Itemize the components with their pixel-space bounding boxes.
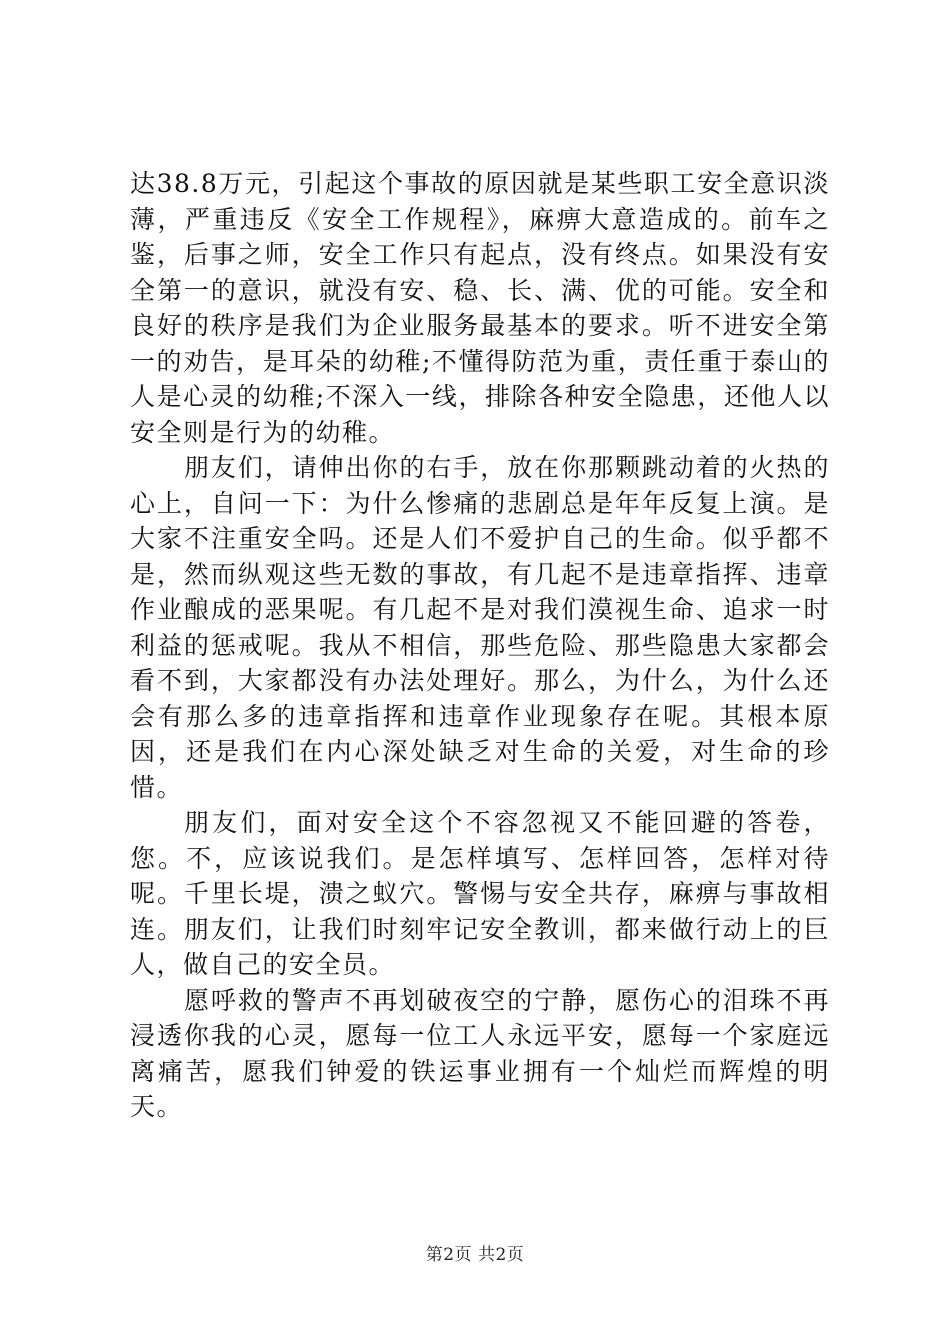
- paragraph: 朋友们，请伸出你的右手，放在你那颗跳动着的火热的心上，自问一下：为什么惨痛的悲剧总是年年反复上演。是大家不注重安全吗。还是人们不爱护自己的生命。似乎都不是，然而纵观这些无数的事故，有几起不是违章指挥、违章作业酿成的恶果呢。有几起不是对我们漠视生命、追求一时利益的惩戒呢。我从不相信，那些危险、那些隐患大家都会看不到，大家都没有办法处理好。那么，为什么，为什么还会有那么多的违章指挥和违章作业现象存在呢。其根本原因，还是我们在内心深处缺乏对生命的关爱，对生命的珍惜。: [130, 453, 830, 802]
- paragraph-continued: 达38.8万元，引起这个事故的原因就是某些职工安全意识淡薄，严重违反《安全工作规程》，麻痹大意造成的。前车之鉴，后事之师，安全工作只有起点，没有终点。如果没有安全第一的意识，就没有安、稳、长、满、优的可能。安全和良好的秩序是我们为企业服务最基本的要求。听不进安全第一的劝告，是耳朵的幼稚;不懂得防范为重，责任重于泰山的人是心灵的幼稚;不深入一线，排除各种安全隐患，还他人以安全则是行为的幼稚。: [130, 169, 830, 447]
- paragraph: 朋友们，面对安全这个不容忽视又不能回避的答卷，您。不，应该说我们。是怎样填写、怎样回答，怎样对待呢。千里长堤，溃之蚁穴。警惕与安全共存，麻痹与事故相连。朋友们，让我们时刻牢记安全教训，都来做行动上的巨人，做自己的安全员。: [130, 808, 830, 979]
- paragraph: 愿呼救的警声不再划破夜空的宁静，愿伤心的泪珠不再浸透你我的心灵，愿每一位工人永远平安，愿每一个家庭远离痛苦，愿我们钟爱的铁运事业拥有一个灿烂而辉煌的明天。: [130, 985, 830, 1121]
- document-body: [130, 166, 830, 1125]
- page-number-footer: 第2页 共2页: [425, 1245, 525, 1265]
